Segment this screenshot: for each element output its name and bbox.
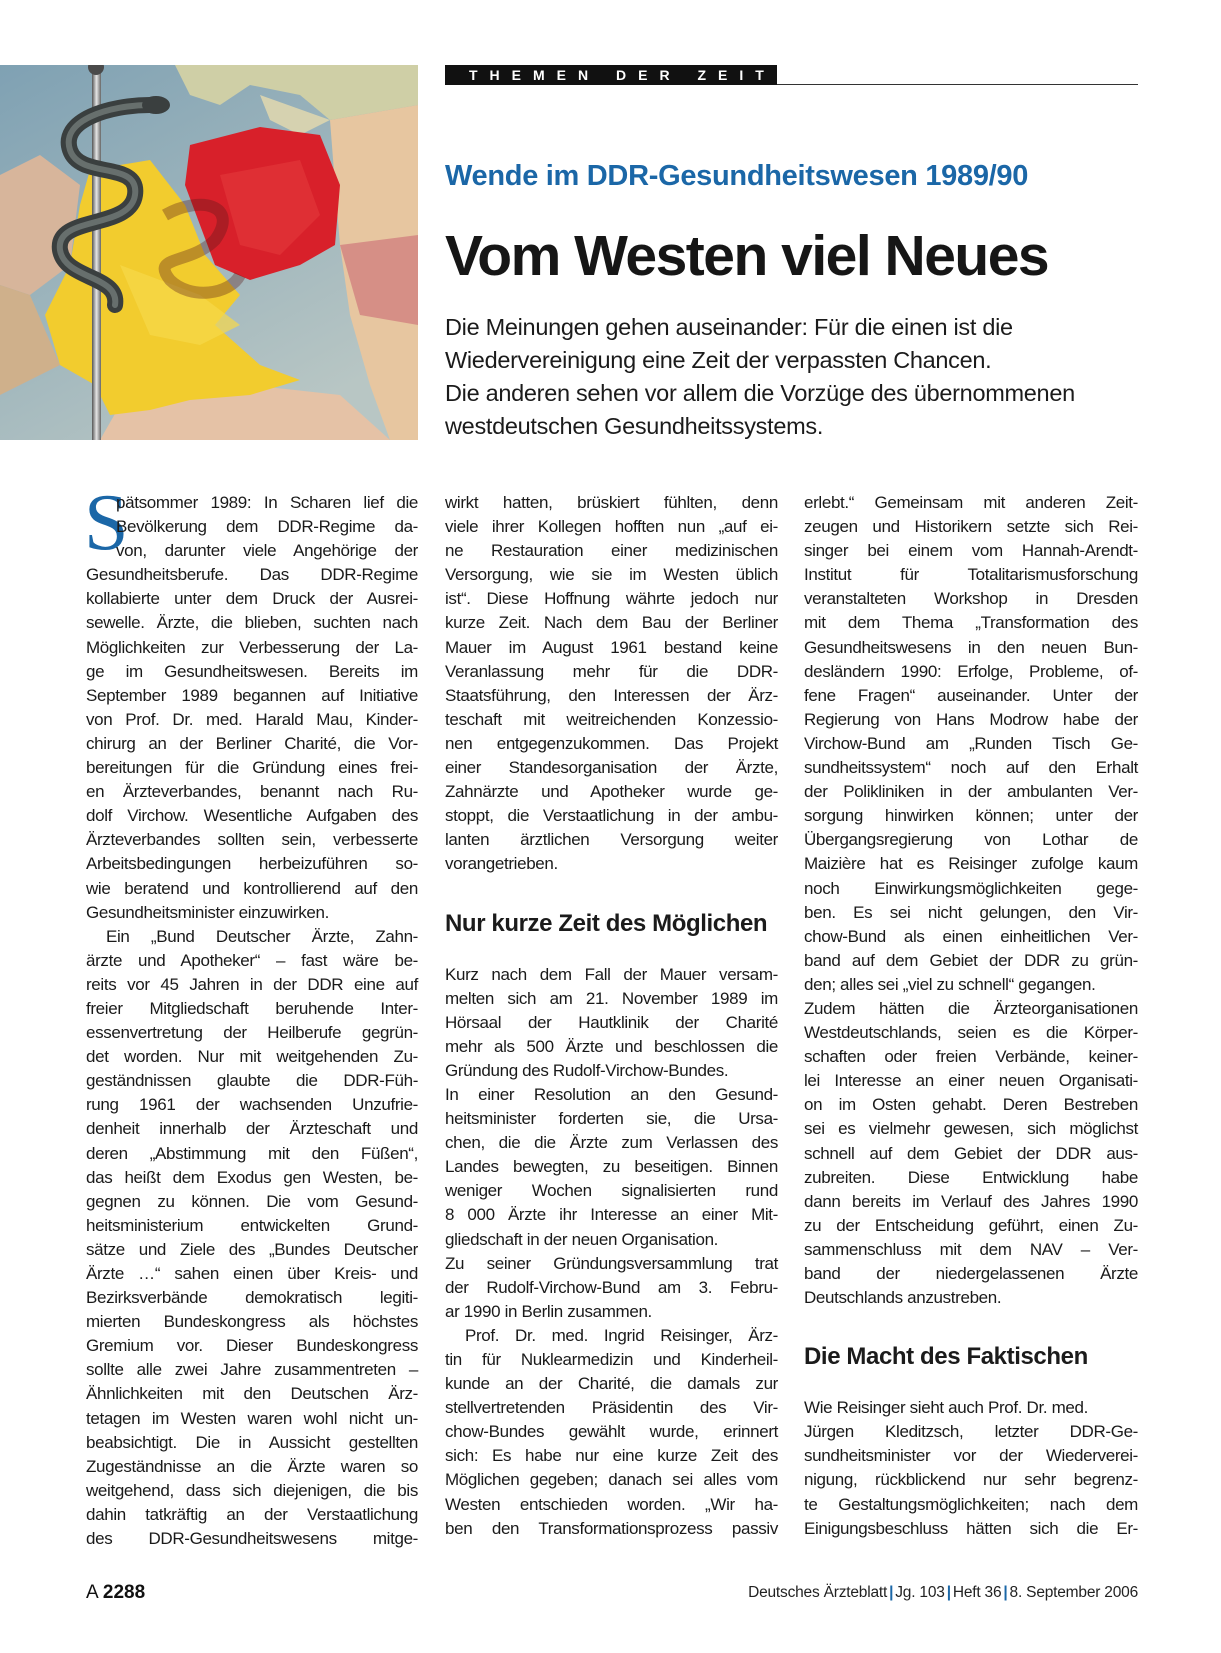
text-line: sundheitsminister vor der Wiederverei- (804, 1446, 1138, 1466)
text-line: stellvertretenden Präsidentin des Vir- (445, 1398, 778, 1418)
text-line: singer bei einem vom Hannah-Arendt- (804, 541, 1138, 561)
text-line: Möglichen gegeben; danach sei alles vom (445, 1470, 778, 1490)
text-line: reits vor 45 Jahren in der DDR eine auf (86, 974, 418, 994)
text-line: In einer Resolution an den Gesund- (445, 1084, 778, 1104)
text-line: essenvertretung der Heilberufe gegrün- (86, 1023, 418, 1043)
article-kicker: Wende im DDR-Gesundheitswesen 1989/90 (445, 160, 1029, 192)
text-line: kunde an der Charité, die damals zur (445, 1374, 778, 1394)
section-rule (777, 84, 1138, 85)
text-line: chow-Bund als einen einheitlichen Ver- (804, 926, 1138, 946)
journal-name: Deutsches Ärzteblatt (748, 1584, 888, 1601)
text-line: Zahnärzte und Apotheker wurde ge- (445, 782, 778, 802)
section-label: THEMEN DER ZEIT (445, 65, 777, 85)
text-line: heitsministerium entwickelten Grund- (86, 1215, 418, 1235)
text-line: sorgung hinwirken können; unter der (804, 806, 1138, 826)
text-line: Die Meinungen gehen auseinander: Für die einen ist die (445, 314, 1013, 340)
text-line: vorangetrieben. (445, 854, 558, 874)
text-line: chirurg an der Berliner Charité, die Vor- (86, 733, 418, 753)
text-line: mierten Bundeskongress als höchstes (86, 1312, 418, 1332)
text-line: schnell auf dem Gebiet der DDR aus- (804, 1143, 1138, 1163)
text-line: Westen entschieden worden. „Wir ha- (445, 1494, 778, 1514)
text-line: Staatsführung, den Interessen der Ärz- (445, 685, 778, 705)
drop-cap: S (84, 479, 129, 567)
text-line: geständnissen glaubte die DDR-Füh- (86, 1071, 418, 1091)
text-line: Ärzte …“ sahen einen über Kreis- und (86, 1264, 418, 1283)
text-line: Einigungsbeschluss hätten sich die Er- (804, 1518, 1138, 1538)
text-line: Institut für Totalitarismusforschung (804, 565, 1138, 585)
text-line: einer Standesorganisation der Ärzte, (445, 758, 778, 778)
page-number (86, 1582, 145, 1604)
text-line: dolf Virchow. Wesentliche Aufgaben des (86, 806, 418, 826)
text-line: en Ärzteverbandes, benannt nach Ru- (86, 782, 418, 802)
germany-map-caduceus-icon (0, 65, 418, 440)
text-line: heitsminister forderten sie, die Ursa- (445, 1109, 778, 1129)
text-line: Wiedervereinigung eine Zeit der verpassten Chancen. (445, 347, 992, 373)
text-line: Ähnlichkeiten mit den Deutschen Ärz- (86, 1384, 418, 1404)
text-line: ben. Es sei nicht gelungen, den Vir- (804, 902, 1138, 922)
column-2-paragraph-a (445, 491, 778, 877)
text-line: tetagen im Westen waren wohl nicht un- (86, 1408, 418, 1428)
text-line: Westdeutschlands, seien es die Körper- (804, 1023, 1138, 1043)
text-line: erlebt.“ Gemeinsam mit anderen Zeit- (804, 493, 1138, 512)
text-line: ne Restauration einer medizinischen (445, 541, 778, 561)
text-line: Gesundheitswesens in den neuen Bun- (804, 637, 1138, 657)
journal-date: 8. September 2006 (1009, 1584, 1138, 1601)
text-line: sewelle. Ärzte, die blieben, suchten nach (86, 613, 418, 633)
text-line: Gremium vor. Dieser Bundeskongress (86, 1336, 418, 1356)
page-number-value: 2288 (102, 1582, 146, 1603)
text-line: zu der Entscheidung geführt, einen Zu- (804, 1215, 1138, 1235)
text-line: weitgehend, dass sich diejenigen, die bis (86, 1480, 418, 1500)
text-line: Ein „Bund Deutscher Ärzte, Zahn- (106, 926, 418, 946)
text-line: pätsommer 1989: In Scharen lief die (116, 493, 418, 512)
text-line: ist“. Diese Hoffnung währte jedoch nur (445, 589, 778, 609)
text-line: von, darunter viele Angehörige der (116, 541, 418, 561)
text-line: der Polikliniken in der ambulanten Ver- (804, 782, 1138, 802)
text-line: Wie Reisinger sieht auch Prof. Dr. med. (804, 1398, 1088, 1418)
text-line: kurze Zeit. Nach dem Bau der Berliner (445, 613, 778, 633)
text-line: nen entgegenzukommen. Das Projekt (445, 733, 778, 753)
text-line: beabsichtigt. Die in Aussicht gestellten (86, 1432, 418, 1452)
text-line: Regierung von Hans Modrow habe der (804, 709, 1138, 729)
text-line: lei Interesse an einer neuen Organisati- (804, 1071, 1138, 1091)
text-line: chen, die die Ärzte zum Verlassen des (445, 1133, 778, 1153)
subheading-macht-des-faktischen: Die Macht des Faktischen (804, 1343, 1088, 1371)
text-line: schaften oder freien Verbände, keiner- (804, 1047, 1138, 1067)
text-line: sollte alle zwei Jahre zusammentreten – (86, 1360, 418, 1380)
text-line: viele ihrer Kollegen hofften nun „auf ei- (445, 517, 778, 537)
text-line: dann bereits im Verlauf des Jahres 1990 (804, 1191, 1138, 1211)
text-line: denheit innerhalb der Ärzteschaft und (86, 1119, 418, 1139)
journal-issue: Heft 36 (952, 1584, 1002, 1601)
text-line: Hörsaal der Hautklinik der Charité (445, 1012, 778, 1032)
text-line: von Prof. Dr. med. Harald Mau, Kinder- (86, 709, 418, 729)
text-line: nigung, rückblickend nur sehr begrenz- (804, 1470, 1138, 1490)
text-line: weniger Wochen signalisierten rund (445, 1181, 778, 1201)
text-line: Bevölkerung dem DDR-Regime da- (116, 517, 418, 537)
text-line: te Gestaltungsmöglichkeiten; nach dem (804, 1494, 1138, 1514)
text-line: wirkt hatten, brüskiert fühlten, denn (445, 493, 778, 512)
text-line: gegnen zu können. Die vom Gesund- (86, 1191, 418, 1211)
text-line: band der niedergelassenen Ärzte (804, 1264, 1138, 1283)
text-line: Prof. Dr. med. Ingrid Reisinger, Ärz- (465, 1325, 778, 1345)
text-line: Übergangsregierung von Lothar de (804, 830, 1138, 850)
text-line: mit dem Thema „Transformation des (804, 613, 1138, 633)
text-line: Veranlassung mehr für die DDR- (445, 661, 778, 681)
text-line: sich: Es habe nur eine kurze Zeit des (445, 1446, 778, 1466)
text-line: Bezirksverbände demokratisch legiti- (86, 1288, 418, 1308)
text-line: melten sich am 21. November 1989 im (445, 988, 778, 1008)
subheading-kurze-zeit: Nur kurze Zeit des Möglichen (445, 909, 768, 937)
text-line: den; alles sei „viel zu schnell“ gegangen. (804, 974, 1096, 994)
text-line: der Rudolf-Virchow-Bund am 3. Febru- (445, 1277, 778, 1297)
text-line: Gründung des Rudolf-Virchow-Bundes. (445, 1060, 729, 1080)
journal-volume: Jg. 103 (895, 1584, 945, 1601)
hero-illustration-map-caduceus (0, 65, 418, 440)
column-2-paragraph-b (445, 963, 778, 1541)
text-line: teschaft mit weitreichenden Konzessio- (445, 709, 778, 729)
text-line: Möglichkeiten zur Verbesserung der La- (86, 637, 418, 657)
text-line: Zu seiner Gründungsversammlung trat (445, 1253, 778, 1273)
text-line: on im Osten gehabt. Deren Bestreben (804, 1095, 1138, 1115)
text-line: ärzte und Apotheker“ – fast wäre be- (86, 950, 418, 970)
text-line: Ärzteverbandes sollten sein, verbesserte (86, 830, 418, 850)
column-3-paragraph-b (804, 1396, 1138, 1541)
text-line: Versorgung, wie sie im Westen üblich (445, 565, 778, 585)
text-line: freier Mitgliedschaft beruhende Inter- (86, 998, 418, 1018)
text-line: Kurz nach dem Fall der Mauer versam- (445, 964, 778, 984)
article-headline: Vom Westen viel Neues (445, 224, 1049, 288)
text-line: zeugen und Historikern setzte sich Rei- (804, 517, 1138, 537)
text-line: bereitungen für die Gründung eines frei- (86, 758, 418, 778)
text-column-2 (445, 491, 778, 1541)
text-line: ar 1990 in Berlin zusammen. (445, 1301, 652, 1321)
text-line: September 1989 begannen auf Initiative (86, 685, 418, 705)
text-line: sätze und Ziele des „Bundes Deutscher (86, 1239, 418, 1259)
text-line: Maizière hat es Reisinger zufolge kaum (804, 854, 1138, 874)
text-line: noch Einwirkungsmöglichkeiten gege- (804, 878, 1138, 898)
text-line: stoppt, die Verstaatlichung in der ambu- (445, 806, 778, 826)
text-line: das heißt dem Exodus gen Westen, be- (86, 1167, 418, 1187)
text-column-3 (804, 491, 1138, 1541)
text-line: desländern 1990: Erfolge, Probleme, of- (804, 661, 1138, 681)
text-line: mehr als 500 Ärzte und beschlossen die (445, 1036, 778, 1056)
text-line: fene Fragen“ auseinander. Unter der (804, 685, 1138, 705)
text-line: 8 000 Ärzte ihr Interesse an einer Mit- (445, 1205, 778, 1225)
text-line: gliedschaft in der neuen Organisation. (445, 1229, 719, 1249)
text-line: chow-Bundes gewählt wurde, erinnert (445, 1422, 778, 1442)
text-line: Deutschlands anzustreben. (804, 1288, 1002, 1308)
text-line: zubreiten. Diese Entwicklung habe (804, 1167, 1138, 1187)
text-line: Zudem hätten die Ärzteorganisationen (804, 998, 1138, 1018)
text-line: Virchow-Bund am „Runden Tisch Ge- (804, 733, 1138, 753)
text-line: veranstalteten Workshop in Dresden (804, 589, 1138, 609)
text-line: dahin tatkräftig an der Verstaatlichung (86, 1504, 418, 1524)
text-line: lanten ärztlichen Versorgung weiter (445, 830, 778, 850)
text-line: Landes bewegten, zu beseitigen. Binnen (445, 1157, 778, 1177)
text-line: Zugeständnisse an die Ärzte waren so (86, 1456, 418, 1476)
page-prefix: A (86, 1582, 98, 1603)
text-line: Jürgen Kleditzsch, letzter DDR-Ge- (804, 1422, 1138, 1442)
text-line: det worden. Nur mit weitgehenden Zu- (86, 1047, 418, 1067)
text-line: ge im Gesundheitswesen. Bereits im (86, 661, 418, 681)
text-line: des DDR-Gesundheitswesens mitge- (86, 1529, 418, 1549)
text-line: deren „Abstimmung mit den Füßen“, (86, 1143, 418, 1163)
text-line: sammenschluss mit dem NAV – Ver- (804, 1239, 1138, 1259)
article-lead (445, 311, 1145, 443)
column-3-paragraph-a (804, 491, 1138, 1310)
text-column-1 (86, 491, 418, 1551)
text-line: Mauer im August 1961 bestand keine (445, 637, 778, 657)
text-line: ben den Transformationsprozess passiv (445, 1518, 778, 1538)
text-line: Gesundheitsberufe. Das DDR-Regime (86, 565, 418, 585)
text-line: Arbeitsbedingungen herbeizuführen so- (86, 854, 418, 874)
text-line: tin für Nuklearmedizin und Kinderheil- (445, 1350, 778, 1369)
text-line: band auf dem Gebiet der DDR zu grün- (804, 950, 1138, 970)
text-line: sei es vielmehr gewesen, sich möglichst (804, 1119, 1138, 1139)
text-line: rung 1961 der wachsenden Unzufrie- (86, 1095, 418, 1115)
text-line: kollabierte unter dem Druck der Ausrei- (86, 589, 418, 609)
text-line: wie beratend und kontrollierend auf den (86, 878, 418, 898)
text-line: westdeutschen Gesundheitssystems. (445, 413, 824, 439)
text-line: Gesundheitsminister einzuwirken. (86, 902, 329, 922)
footer-journal-info: Deutsches Ärzteblatt | Jg. 103 | Heft 36 | 8. September 2006 (748, 1584, 1138, 1601)
text-line: Die anderen sehen vor allem die Vorzüge des übernommenen (445, 380, 1075, 406)
text-line: sundheitssystem“ noch auf den Erhalt (804, 758, 1138, 778)
